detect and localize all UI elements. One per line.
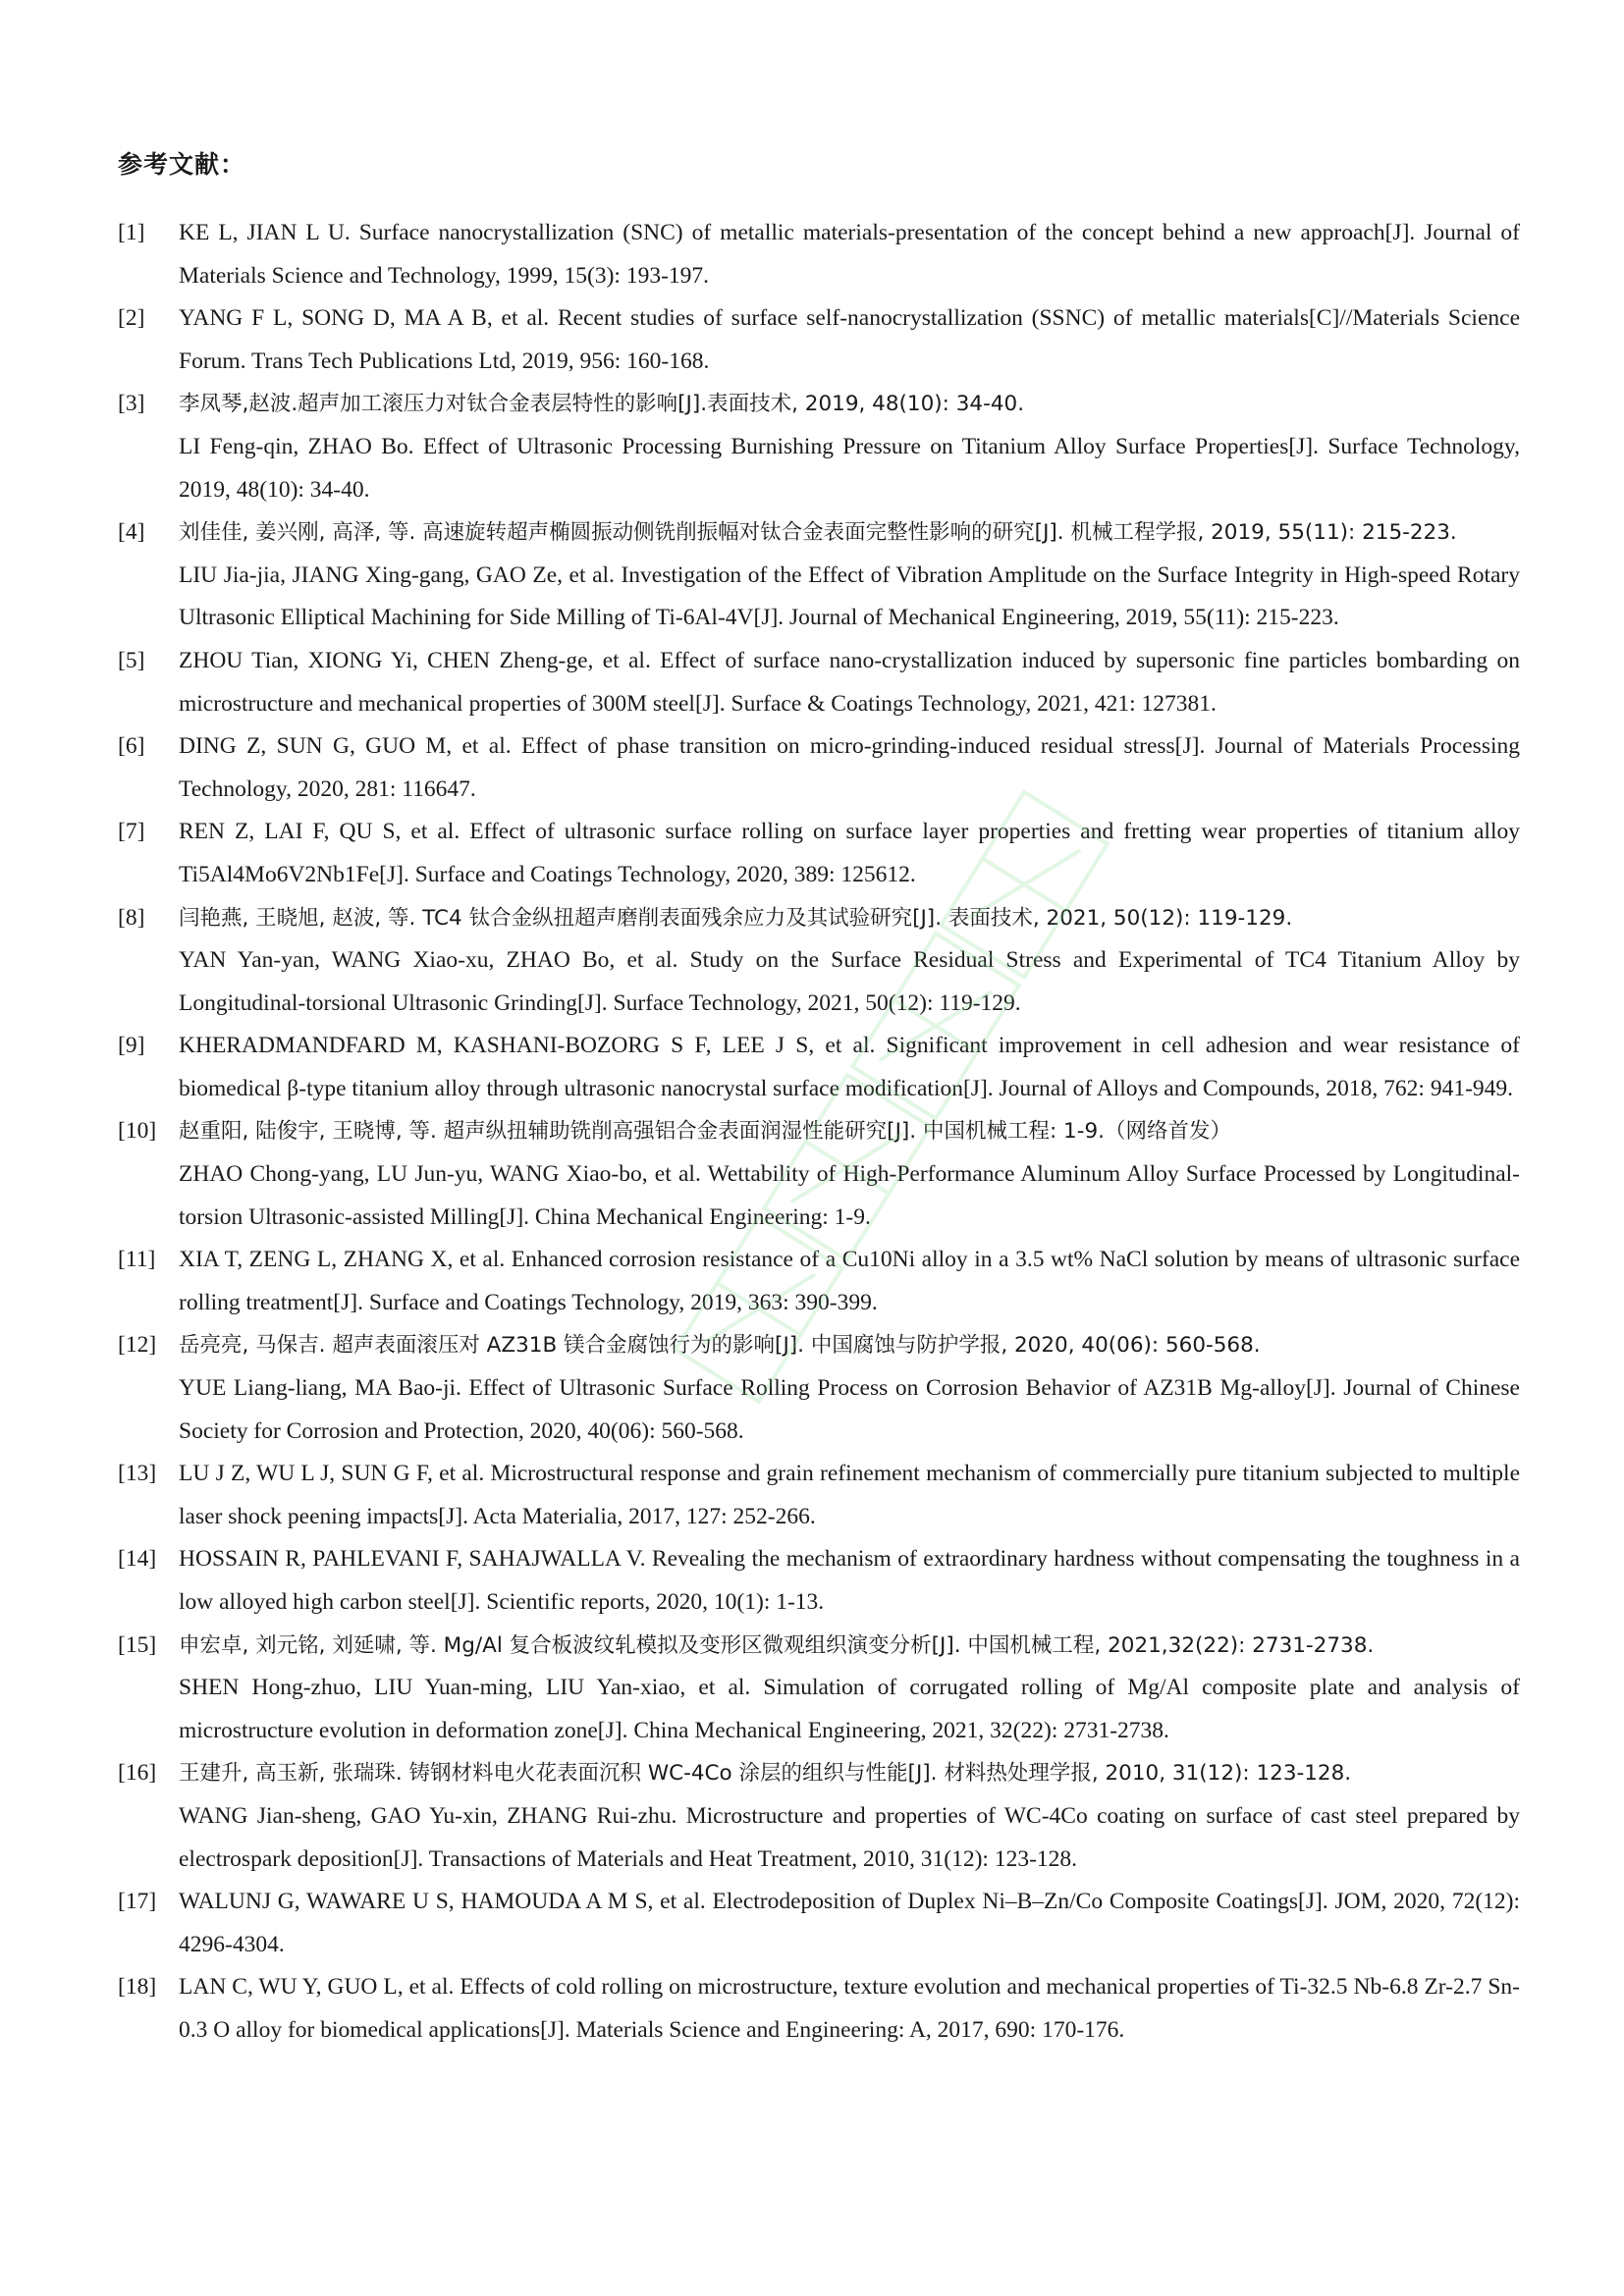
reference-number: [18] xyxy=(118,1974,157,2001)
reference-text xyxy=(179,383,1520,511)
reference-text xyxy=(179,212,1520,297)
reference-line-english: XIA T, ZENG L, ZHANG X, et al. Enhanced corrosion resistance of a Cu10Ni alloy in a 3.5 wt% NaCl solution by means of ultrasonic surface rolling treatment[J]. Surface and Coatings Technology, 2019, 363: 390-399. xyxy=(179,1247,1520,1315)
reference-line-english: LAN C, WU Y, GUO L, et al. Effects of cold rolling on microstructure, texture evolution and mechanical properties of Ti-32.5 Nb-6.8 Zr-2.7 Sn-0.3 O alloy for biomedical applications[J]. Materials Science and Engineering: A, 2017, 690: 170-176. xyxy=(179,1974,1520,2043)
reference-entry xyxy=(118,811,1520,896)
reference-line-english: REN Z, LAI F, QU S, et al. Effect of ultrasonic surface rolling on surface layer properties and fretting wear properties of titanium alloy Ti5Al4Mo6V2Nb1Fe[J]. Surface and Coatings Technology, 2020, 389: 125612. xyxy=(179,819,1520,887)
reference-entry xyxy=(118,1324,1520,1453)
reference-text xyxy=(179,1025,1520,1110)
reference-line-english: DING Z, SUN G, GUO M, et al. Effect of phase transition on micro-grinding-induced residual stress[J]. Journal of Materials Processing Technology, 2020, 281: 116647. xyxy=(179,733,1520,802)
reference-line-english: ZHAO Chong-yang, LU Jun-yu, WANG Xiao-bo, et al. Wettability of High-Performance Aluminum Alloy Surface Processed by Longitudinal-torsion Ultrasonic-assisted Milling[J]. China Mechanical Engineering: 1-9. xyxy=(179,1161,1520,1230)
reference-number: [5] xyxy=(118,647,145,673)
references-heading: 参考文献： xyxy=(118,150,246,179)
reference-number: [13] xyxy=(118,1461,157,1487)
reference-text xyxy=(179,811,1520,896)
reference-number: [1] xyxy=(118,220,145,245)
reference-line-english: LIU Jia-jia, JIANG Xing-gang, GAO Ze, et al. Investigation of the Effect of Vibration Amplitude on the Surface Integrity in High-speed Rotary Ultrasonic Elliptical Machining for Side Milling of Ti-6Al-4V[J]. Journal of Mechanical Engineering, 2019, 55(11): 215-223. xyxy=(179,561,1520,631)
reference-line-english: YANG F L, SONG D, MA A B, et al. Recent studies of surface self-nanocrystallization (SSNC) of metallic materials[C]//Materials Science Forum. Trans Tech Publications Ltd, 2019, 956: 160-168. xyxy=(179,305,1520,374)
reference-entry xyxy=(118,1110,1520,1239)
reference-line-chinese: 刘佳佳, 姜兴刚, 高泽, 等. 高速旋转超声椭圆振动侧铣削振幅对钛合金表面完整性影响的研究[J]. 机械工程学报, 2019, 55(11): 215-223. xyxy=(179,520,1457,546)
reference-number: [4] xyxy=(118,519,145,546)
reference-text xyxy=(179,897,1520,1026)
reference-text xyxy=(179,1453,1520,1538)
reference-line-english: YUE Liang-liang, MA Bao-ji. Effect of Ultrasonic Surface Rolling Process on Corrosion Behavior of AZ31B Mg-alloy[J]. Journal of Chinese Society for Corrosion and Protection, 2020, 40(06): 560-568. xyxy=(179,1375,1520,1444)
reference-number: [8] xyxy=(118,904,145,931)
reference-list xyxy=(118,212,1520,2053)
reference-line-chinese: 赵重阳, 陆俊宇, 王晓博, 等. 超声纵扭辅助铣削高强铝合金表面润湿性能研究[J]. 中国机械工程: 1-9.（网络首发） xyxy=(179,1119,1231,1145)
reference-text xyxy=(179,1239,1520,1324)
reference-number: [6] xyxy=(118,733,145,760)
reference-text xyxy=(179,640,1520,725)
reference-line-english: YAN Yan-yan, WANG Xiao-xu, ZHAO Bo, et al. Study on the Surface Residual Stress and Experimental of TC4 Titanium Alloy by Longitudinal-torsional Ultrasonic Grinding[J]. Surface Technology, 2021, 50(12): 119-129. xyxy=(179,947,1520,1016)
reference-number: [10] xyxy=(118,1118,157,1145)
reference-number: [7] xyxy=(118,819,145,845)
reference-number: [11] xyxy=(118,1247,156,1273)
reference-entry xyxy=(118,897,1520,1026)
reference-line-chinese: 岳亮亮, 马保吉. 超声表面滚压对 AZ31B 镁合金腐蚀行为的影响[J]. 中国腐蚀与防护学报, 2020, 40(06): 560-568. xyxy=(179,1333,1261,1359)
reference-line-english: LI Feng-qin, ZHAO Bo. Effect of Ultrasonic Processing Burnishing Pressure on Titanium Alloy Surface Properties[J]. Surface Technology, 2019, 48(10): 34-40. xyxy=(179,433,1520,503)
reference-number: [2] xyxy=(118,305,145,332)
reference-entry xyxy=(118,1966,1520,2052)
reference-text xyxy=(179,1110,1520,1239)
reference-number: [3] xyxy=(118,391,145,417)
reference-text xyxy=(179,1881,1520,1966)
reference-entry xyxy=(118,1025,1520,1110)
reference-text xyxy=(179,511,1520,640)
reference-entry xyxy=(118,640,1520,725)
reference-line-english: KE L, JIAN L U. Surface nanocrystallization (SNC) of metallic materials-presentation of the concept behind a new approach[J]. Journal of Materials Science and Technology, 1999, 15(3): 193-197. xyxy=(179,220,1520,289)
reference-entry xyxy=(118,1453,1520,1538)
reference-line-english: LU J Z, WU L J, SUN G F, et al. Microstructural response and grain refinement mechanism of commercially pure titanium subjected to multiple laser shock peening impacts[J]. Acta Materialia, 2017, 127: 252-266. xyxy=(179,1461,1520,1529)
reference-line-english: SHEN Hong-zhuo, LIU Yuan-ming, LIU Yan-xiao, et al. Simulation of corrugated rolling of Mg/Al composite plate and analysis of microstructure evolution in deformation zone[J]. China Mechanical Engineering, 2021, 32(22): 2731-2738. xyxy=(179,1675,1520,1743)
reference-number: [15] xyxy=(118,1631,157,1658)
reference-entry xyxy=(118,1625,1520,1753)
reference-line-chinese: 王建升, 高玉新, 张瑞珠. 铸钢材料电火花表面沉积 WC-4Co 涂层的组织与性能[J]. 材料热处理学报, 2010, 31(12): 123-128. xyxy=(179,1761,1352,1787)
reference-entry xyxy=(118,297,1520,383)
reference-text xyxy=(179,1752,1520,1881)
reference-entry xyxy=(118,1752,1520,1881)
reference-text xyxy=(179,297,1520,383)
reference-line-chinese: 申宏卓, 刘元铭, 刘延啸, 等. Mg/Al 复合板波纹轧模拟及变形区微观组织演变分析[J]. 中国机械工程, 2021,32(22): 2731-2738. xyxy=(179,1632,1375,1658)
reference-entry xyxy=(118,1239,1520,1324)
reference-number: [12] xyxy=(118,1332,157,1359)
reference-text xyxy=(179,1538,1520,1624)
reference-line-english: WANG Jian-sheng, GAO Yu-xin, ZHANG Rui-zhu. Microstructure and properties of WC-4Co coating on surface of cast steel prepared by electrospark deposition[J]. Transactions of Materials and Heat Treatment, 2010, 31(12): 123-128. xyxy=(179,1802,1520,1872)
reference-line-english: WALUNJ G, WAWARE U S, HAMOUDA A M S, et al. Electrodeposition of Duplex Ni–B–Zn/Co Composite Coatings[J]. JOM, 2020, 72(12): 4296-4304. xyxy=(179,1889,1520,1957)
reference-number: [16] xyxy=(118,1760,157,1787)
reference-line-english: KHERADMANDFARD M, KASHANI-BOZORG S F, LEE J S, et al. Significant improvement in cell adhesion and wear resistance of biomedical β-type titanium alloy through ultrasonic nanocrystal surface modification[J]. Journal of Alloys and Compounds, 2018, 762: 941-949. xyxy=(179,1033,1520,1101)
reference-number: [14] xyxy=(118,1546,157,1573)
reference-entry xyxy=(118,383,1520,511)
reference-entry xyxy=(118,511,1520,640)
reference-text xyxy=(179,1324,1520,1453)
reference-entry xyxy=(118,212,1520,297)
reference-text xyxy=(179,725,1520,811)
reference-line-chinese: 李凤琴,赵波.超声加工滚压力对钛合金表层特性的影响[J].表面技术, 2019, 48(10): 34-40. xyxy=(179,392,1025,417)
reference-entry xyxy=(118,1881,1520,1966)
reference-line-english: ZHOU Tian, XIONG Yi, CHEN Zheng-ge, et al. Effect of surface nano-crystallization induced by supersonic fine particles bombarding on microstructure and mechanical properties of 300M steel[J]. Surface & Coatings Technology, 2021, 421: 127381. xyxy=(179,647,1520,717)
reference-entry xyxy=(118,1538,1520,1624)
reference-number: [9] xyxy=(118,1033,145,1059)
reference-entry xyxy=(118,725,1520,811)
reference-number: [17] xyxy=(118,1889,157,1915)
reference-line-chinese: 闫艳燕, 王晓旭, 赵波, 等. TC4 钛合金纵扭超声磨削表面残余应力及其试验研究[J]. 表面技术, 2021, 50(12): 119-129. xyxy=(179,905,1293,931)
reference-text xyxy=(179,1966,1520,2052)
reference-line-english: HOSSAIN R, PAHLEVANI F, SAHAJWALLA V. Revealing the mechanism of extraordinary hardness without compensating the toughness in a low alloyed high carbon steel[J]. Scientific reports, 2020, 10(1): 1-13. xyxy=(179,1546,1520,1615)
reference-text xyxy=(179,1625,1520,1753)
